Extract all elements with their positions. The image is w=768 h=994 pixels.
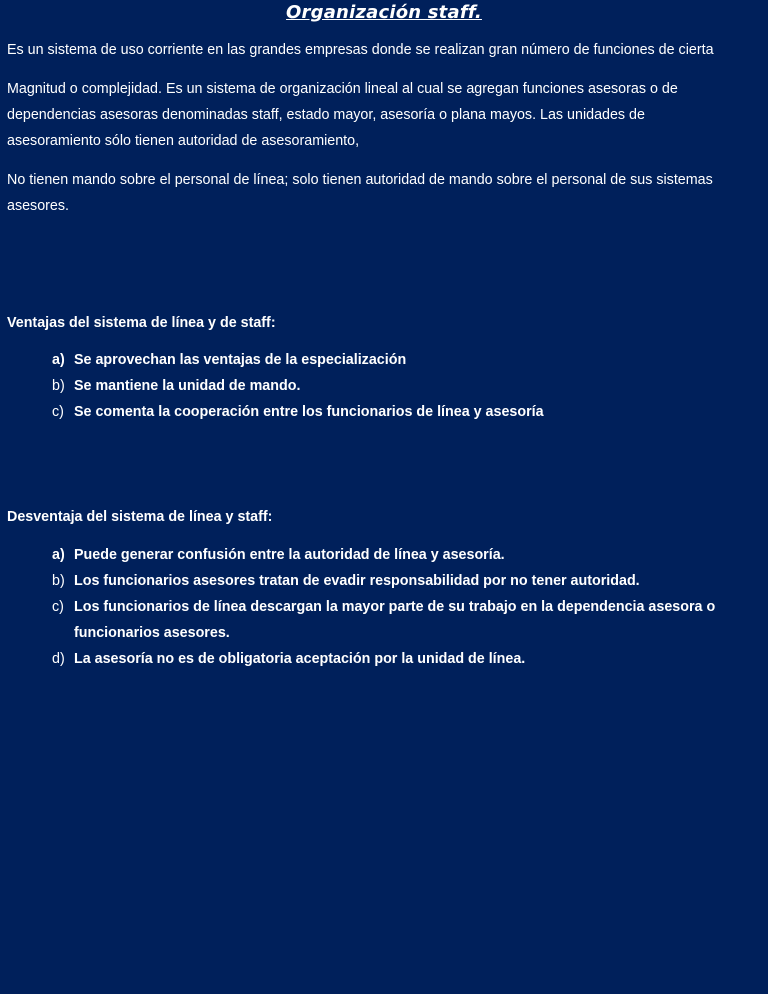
list-item (52, 373, 544, 399)
paragraph-line-2: Magnitud o complejidad. Es un sistema de organización lineal al cual se agregan funciones asesoras o de (7, 81, 678, 97)
list-item-text: Se aprovechan las ventajas de la especialización (74, 352, 407, 368)
list-item-text: Se comenta la cooperación entre los funcionarios de línea y asesoría (74, 404, 544, 420)
list-item (52, 347, 544, 373)
list-item-text: Se mantiene la unidad de mando. (74, 378, 301, 394)
desventajas-list (52, 542, 715, 672)
ventajas-heading: Ventajas del sistema de línea y de staff: (7, 315, 276, 331)
list-marker: c) (52, 599, 64, 615)
paragraph-line-1: Es un sistema de uso corriente en las grandes empresas donde se realizan gran número de funciones de cierta (7, 42, 714, 58)
page-title: Organización staff. (286, 2, 482, 23)
list-marker: d) (52, 651, 65, 667)
list-item-text: Puede generar confusión entre la autoridad de línea y asesoría. (74, 547, 505, 563)
list-marker: c) (52, 404, 64, 420)
list-marker: b) (52, 378, 65, 394)
list-item (52, 620, 715, 646)
list-marker: a) (52, 352, 65, 368)
paragraph-line-5: No tienen mando sobre el personal de línea; solo tienen autoridad de mando sobre el personal de sus sistemas (7, 172, 713, 188)
list-item-text: La asesoría no es de obligatoria aceptación por la unidad de línea. (74, 651, 526, 667)
paragraph-line-6: asesores. (7, 198, 69, 214)
list-item (52, 399, 544, 425)
list-item-text: Los funcionarios de línea descargan la mayor parte de su trabajo en la dependencia asesora o (74, 599, 716, 615)
list-marker: a) (52, 547, 65, 563)
list-item (52, 594, 715, 620)
list-item (52, 568, 715, 594)
list-item (52, 646, 715, 672)
list-item-text: funcionarios asesores. (74, 625, 230, 641)
list-item (52, 542, 715, 568)
list-item-text: Los funcionarios asesores tratan de evadir responsabilidad por no tener autoridad. (74, 573, 640, 589)
desventajas-heading: Desventaja del sistema de línea y staff: (7, 509, 273, 525)
ventajas-list (52, 347, 544, 425)
paragraph-line-4: asesoramiento sólo tienen autoridad de asesoramiento, (7, 133, 360, 149)
list-marker: b) (52, 573, 65, 589)
paragraph-line-3: dependencias asesoras denominadas staff, estado mayor, asesoría o plana mayos. Las unidades de (7, 107, 645, 123)
